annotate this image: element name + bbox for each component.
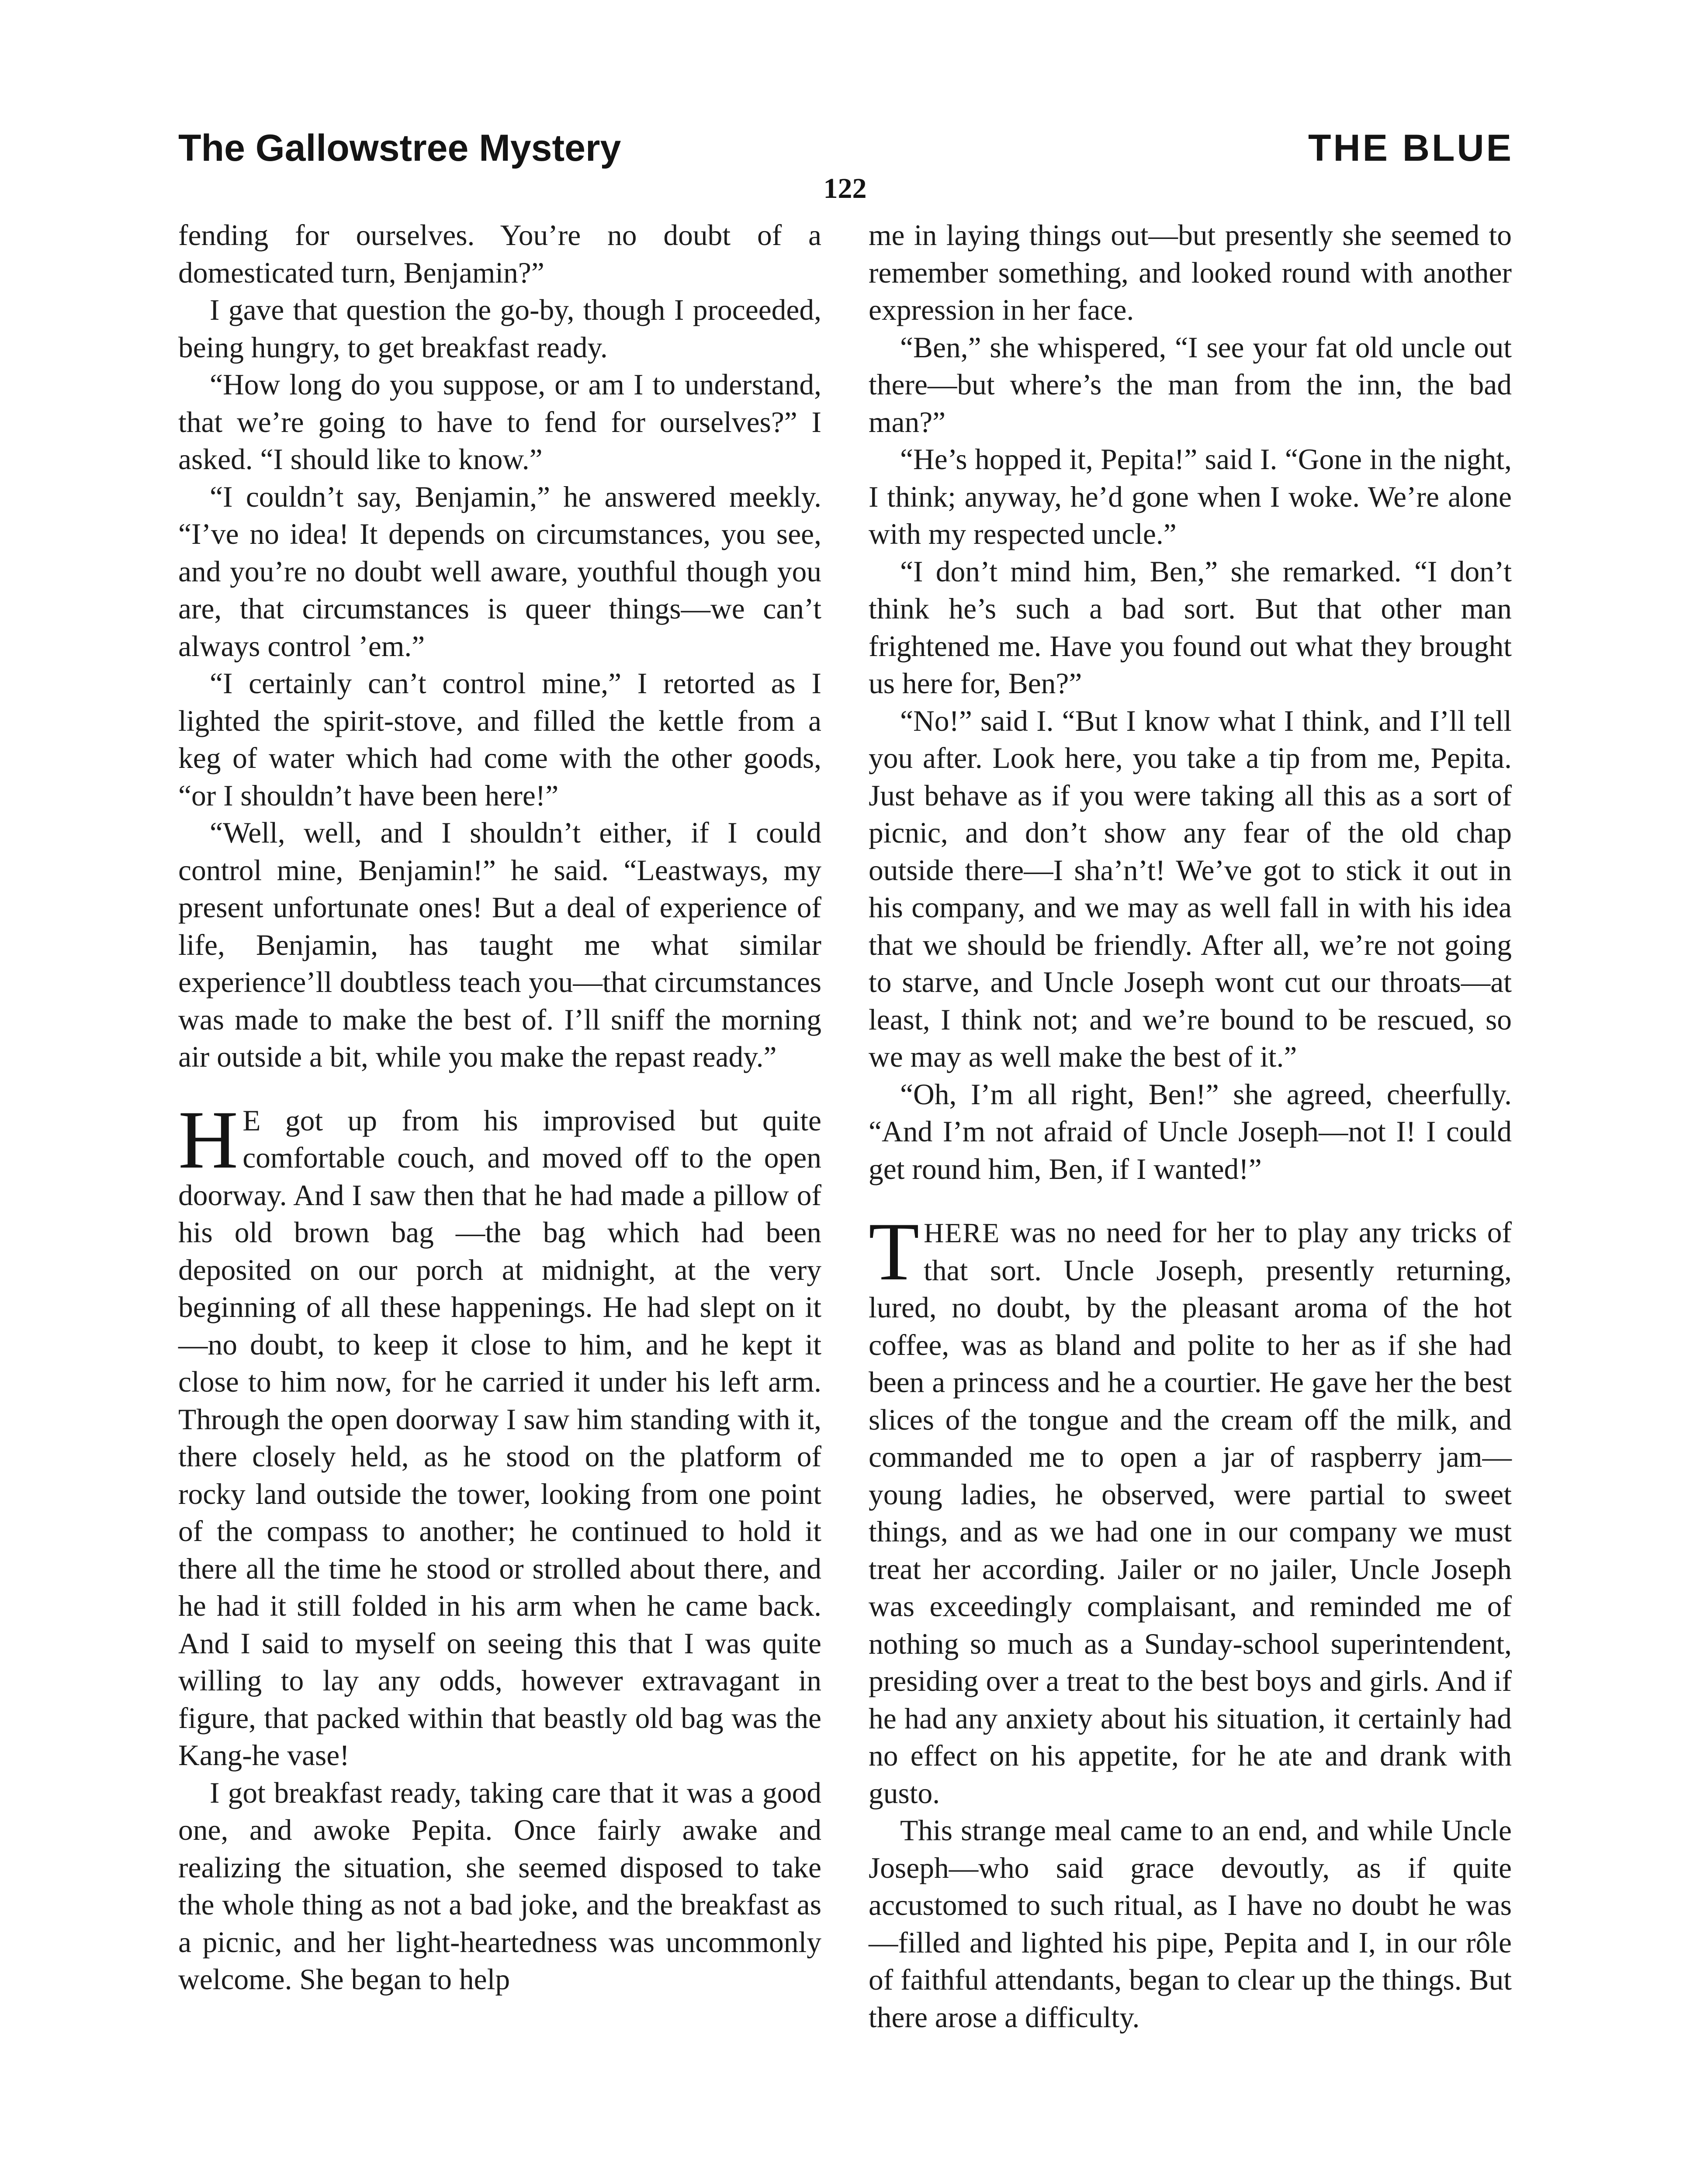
paragraph: “Ben,” she whispered, “I see your fat old uncle out there—but where’s the man from the inn, the bad man?” bbox=[869, 331, 1512, 439]
page-number: 122 bbox=[823, 173, 867, 204]
drop-cap-letter: T bbox=[869, 1206, 920, 1298]
paragraph: “I certainly can’t control mine,” I retorted as I lighted the spirit-stove, and filled the kettle from a keg of water which had come with the other goods, “or I shouldn’t have been here!” bbox=[178, 667, 821, 812]
lead-word: HERE bbox=[924, 1217, 1001, 1248]
paragraph bbox=[178, 1094, 821, 1774]
story-title: The Gallowstree Mystery bbox=[178, 127, 621, 169]
paragraph: “No!” said I. “But I know what I think, and I’ll tell you after. Look here, you take a tip from me, Pepita. Just behave as if you were taking all this as a sort of picnic, and don’t show any fear of the old chap outside there—I sha’n’t! We’ve got to stick it out in his company, and we may as well fall in with his idea that we should be friendly. After all, we’re not going to starve, and Uncle Joseph wont cut our throats—at least, I think not; and we’re bound to be rescued, so we may as well make the best of it.” bbox=[869, 704, 1512, 1073]
paragraph bbox=[869, 1206, 1512, 1812]
paragraph: I gave that question the go-by, though I proceeded, being hungry, to get breakfast ready. bbox=[178, 294, 821, 364]
paragraph-text: was no need for her to play any tricks of that sort. Uncle Joseph, presently returning, lured, no doubt, by the pleasant aroma of the hot coffee, was as bland and polite to her as if she had been a princess and he a courtier. He gave her the best slices of the tongue and the cream off the milk, and commanded me to open a jar of raspberry jam—young ladies, he observed, were partial to sweet things, and as we had one in our company we must treat her according. Jailer or no jailer, Uncle Joseph was exceedingly complaisant, and reminded me of nothing so much as a Sunday-school superintendent, presiding over a treat to the best boys and girls. And if he had any anxiety about his situation, it certainly had no effect on his appetite, for he ate and drank with gusto. bbox=[869, 1216, 1512, 1810]
paragraph: me in laying things out—but presently she seemed to remember something, and looked round with another expression in her face. bbox=[869, 219, 1512, 326]
right-column bbox=[869, 217, 1512, 2036]
article-body bbox=[178, 217, 1513, 2184]
paragraph: “I couldn’t say, Benjamin,” he answered meekly. “I’ve no idea! It depends on circumstances, you see, and you’re no doubt well aware, youthful though you are, that circumstances is queer things—we can’t always control ’em.” bbox=[178, 480, 821, 663]
paragraph: This strange meal came to an end, and while Uncle Joseph—who said grace devoutly, as if quite accustomed to such ritual, as I have no doubt he was—filled and lighted his pipe, Pepita and I, in our rôle of faithful attendants, began to clear up the things. But there arose a difficulty. bbox=[869, 1814, 1512, 2034]
paragraph: “I don’t mind him, Ben,” she remarked. “I don’t think he’s such a bad sort. But that other man frightened me. Have you found out what they brought us here for, Ben?” bbox=[869, 555, 1512, 700]
left-column bbox=[178, 217, 821, 1998]
magazine-name: THE BLUE bbox=[1308, 127, 1513, 169]
paragraph: “He’s hopped it, Pepita!” said I. “Gone in the night, I think; anyway, he’d gone when I woke. We’re alone with my respected uncle.” bbox=[869, 443, 1512, 550]
paragraph: fending for ourselves. You’re no doubt of a domesticated turn, Benjamin?” bbox=[178, 219, 821, 289]
paragraph: “Well, well, and I shouldn’t either, if I could control mine, Benjamin!” he said. “Leastways, my present unfortunate ones! But a deal of experience of life, Benjamin, has taught me what similar experience’ll doubtless teach you—that circumstances was made to make the best of. I’ll sniff the morning air outside a bit, while you make the repast ready.” bbox=[178, 816, 821, 1073]
paragraph: “Oh, I’m all right, Ben!” she agreed, cheerfully. “And I’m not afraid of Uncle Joseph—not I! I could get round him, Ben, if I wanted!” bbox=[869, 1078, 1512, 1185]
paragraph: I got breakfast ready, taking care that it was a good one, and awoke Pepita. Once fairly awake and realizing the situation, she seemed disposed to take the whole thing as not a bad joke, and the breakfast as a picnic, and her light-heartedness was uncommonly welcome. She began to help bbox=[178, 1776, 821, 1996]
drop-cap-letter: H bbox=[178, 1094, 239, 1186]
paragraph: “How long do you suppose, or am I to understand, that we’re going to have to fend for ourselves?” I asked. “I should like to know.” bbox=[178, 368, 821, 476]
paragraph-text: E got up from his improvised but quite comfortable couch, and moved off to the open doorway. And I saw then that he had made a pillow of his old brown bag —the bag which had been deposited on our porch at midnight, at the very beginning of all these happenings. He had slept on it—no doubt, to keep it close to him, and he kept it close to him now, for he carried it under his left arm. Through the open doorway I saw him standing with it, there closely held, as he stood on the platform of rocky land outside the tower, looking from one point of the compass to another; he continued to hold it there all the time he stood or strolled about there, and he had it still folded in his arm when he came back. And I said to myself on seeing this that I was quite willing to lay any odds, however extravagant in figure, that packed within that beastly old bag was the Kang-he vase! bbox=[178, 1104, 821, 1772]
